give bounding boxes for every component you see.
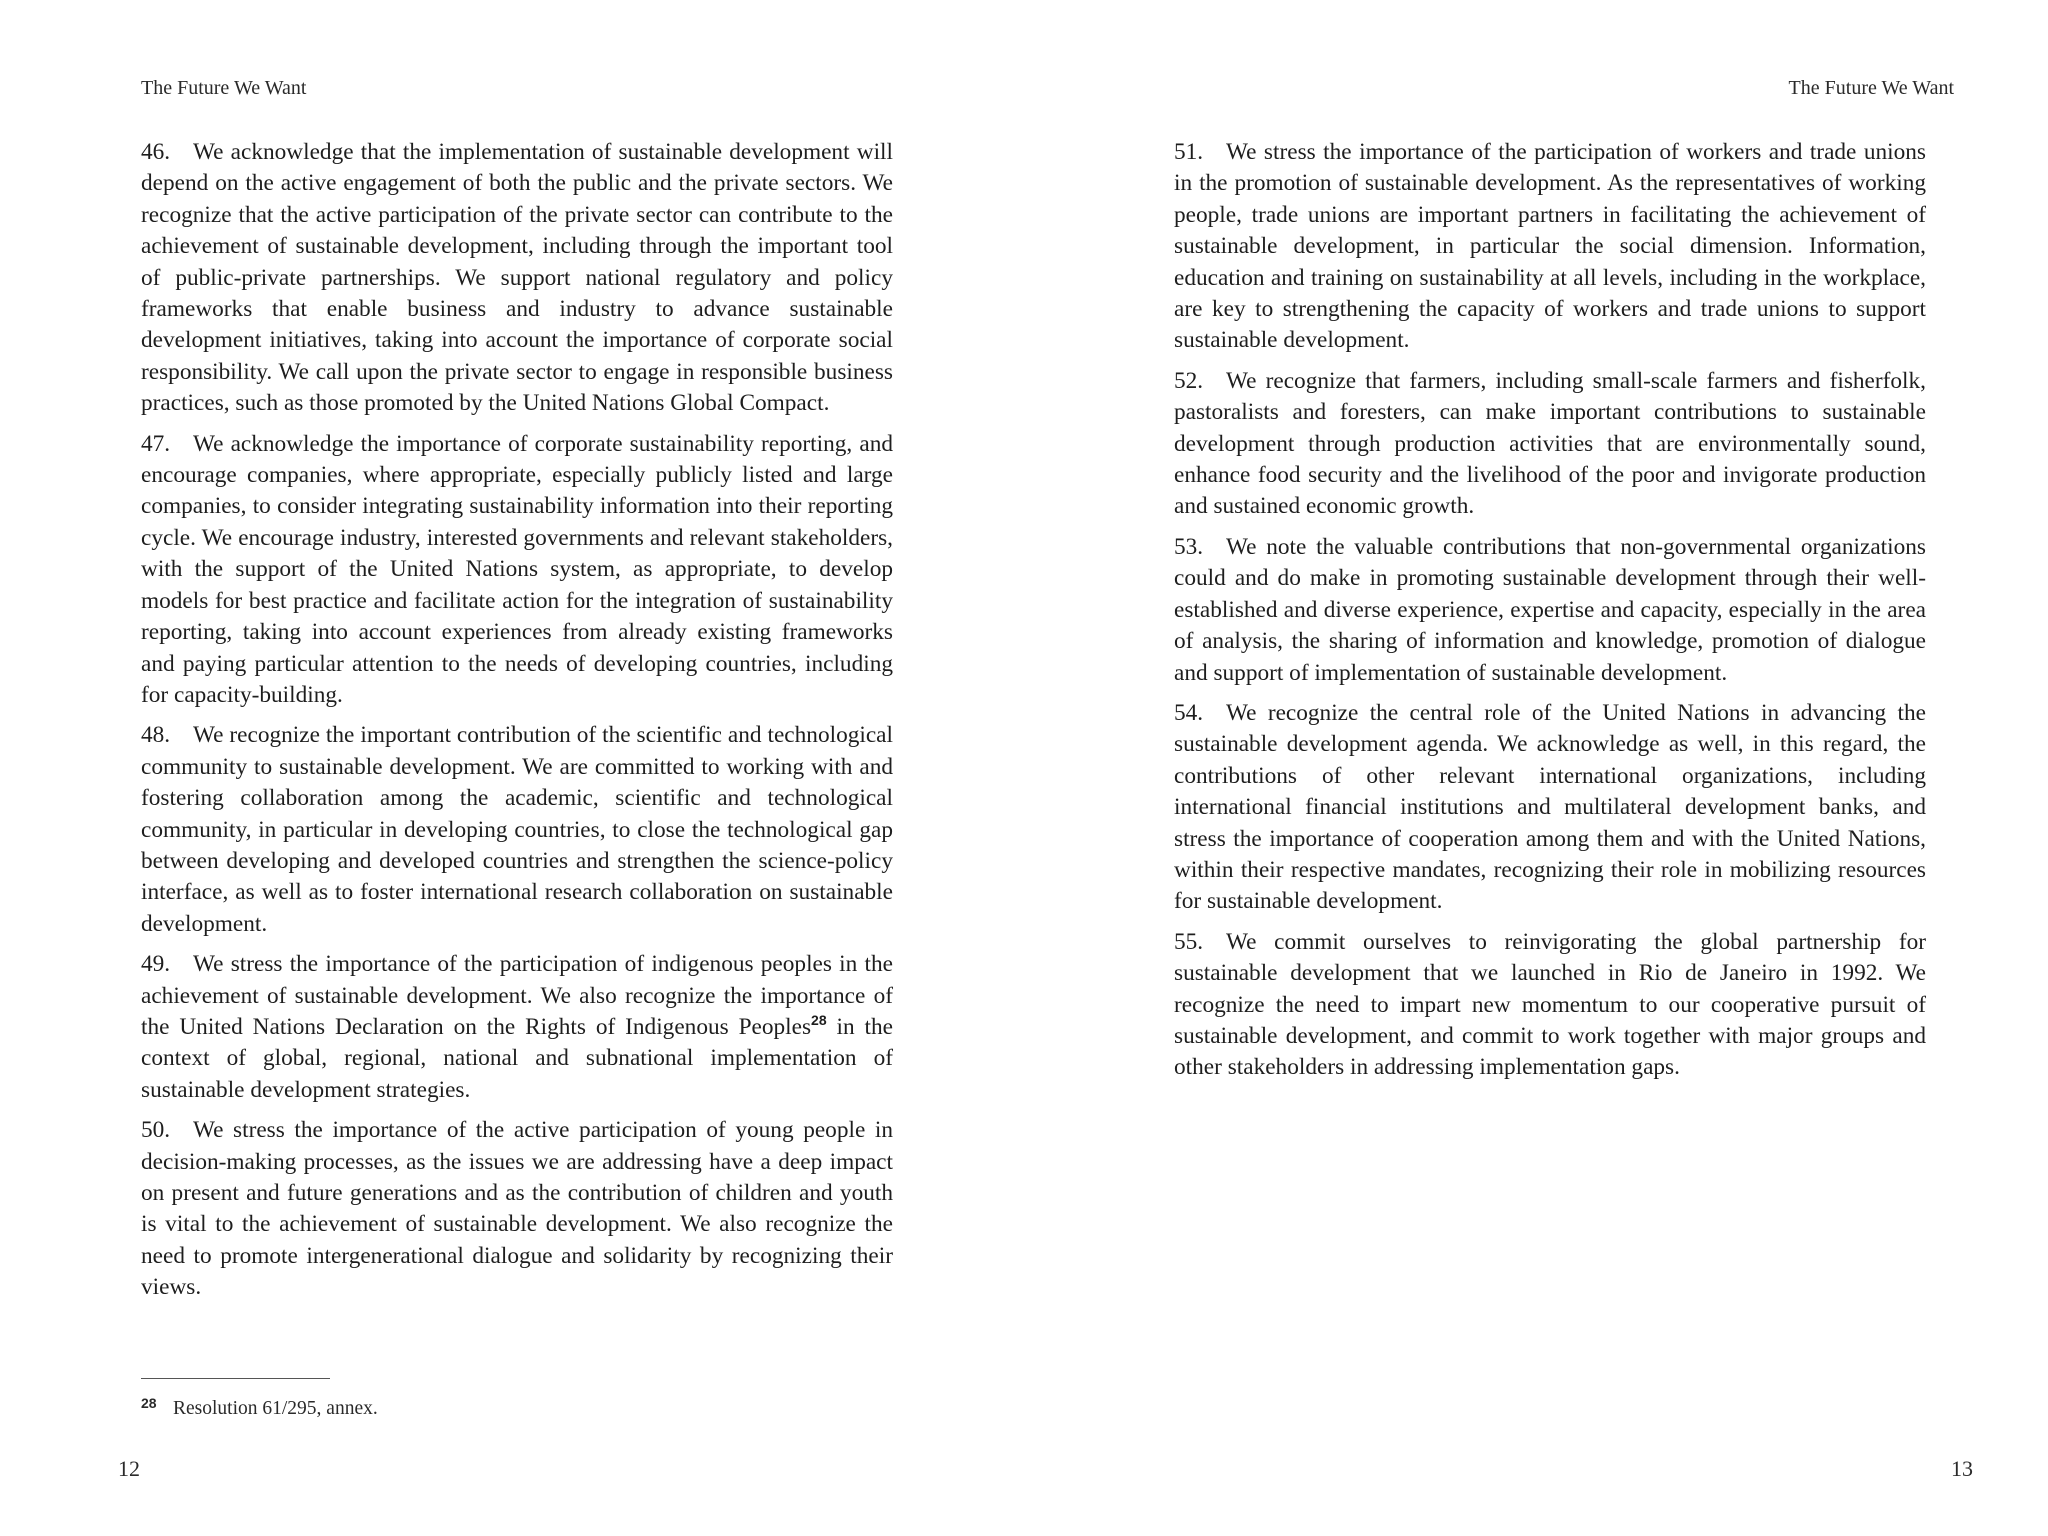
paragraph-text: We acknowledge that the implementation of sustainable development will depend on the active engagement of both the public and the private sectors. We recognize that the active participation of the private sector can contribute to the achievement of sustainable development, including through the important tool of public-private partnerships. We support national regulatory and policy frameworks that enable business and industry to advance sustainable development initiatives, taking into account the importance of corporate social responsibility. We call upon the private sector to engage in responsible business practices, such as those promoted by the United Nations Global Compact. [141, 139, 893, 417]
paragraph-54 [1174, 698, 1926, 918]
paragraph-50 [141, 1115, 893, 1303]
paragraph-text: We recognize the important contribution of the scientific and technological community to sustainable development. We are committed to working with and fostering collaboration among the academic, scientific and technological community, in particular in developing countries, to close the technological gap between developing and developed countries and strengthen the science-policy interface, as well as to foster international research collaboration on sustainable development. [141, 722, 893, 937]
footnote-reference[interactable]: 28 [811, 1012, 827, 1029]
paragraph-46 [141, 137, 893, 420]
paragraph-47 [141, 429, 893, 712]
paragraph-text: We commit ourselves to reinvigorating the global partnership for sustainable development that we launched in Rio de Janeiro in 1992. We recognize the need to impart new momentum to our cooperative pursuit of sustainable development, and commit to work together with major groups and other stakeholders in addressing implementation gaps. [1174, 928, 1926, 1081]
paragraph-51 [1174, 137, 1926, 357]
paragraph-55 [1174, 927, 1926, 1084]
paragraph-number: 46. [141, 139, 171, 165]
paragraph-number: 50. [141, 1117, 171, 1144]
paragraph-number: 52. [1174, 367, 1204, 394]
text-column [1174, 137, 1926, 1093]
paragraph-text: We stress the importance of the participation of indigenous peoples in the achievement of sustainable development. We also recognize the importance of the United Nations Declaration on the Rights of Indigenous Peoples [141, 951, 893, 1040]
paragraph-53 [1174, 532, 1926, 689]
paragraph-48 [141, 720, 893, 940]
paragraph-number: 49. [141, 951, 171, 978]
footnote-mark: 28 [141, 1395, 157, 1411]
text-column [141, 137, 893, 1313]
right-page [1024, 0, 2048, 1536]
paragraph-text: We stress the importance of the active participation of young people in decision-making processes, as the issues we are addressing have a deep impact on present and future generations and as the contribution of children and youth is vital to the achievement of sustainable development. We also recognize the need to promote intergenerational dialogue and solidarity by recognizing their views. [141, 1117, 893, 1301]
paragraph-number: 48. [141, 722, 171, 749]
paragraph-number: 47. [141, 430, 171, 457]
paragraph-number: 51. [1174, 139, 1204, 165]
paragraph-49 [141, 949, 893, 1106]
paragraph-number: 53. [1174, 533, 1204, 560]
paragraph-text: We recognize that farmers, including small-scale farmers and fisherfolk, pastoralists and foresters, can make important contributions to sustainable development through production activities that are environmentally sound, enhance food security and the livelihood of the poor and invigorate production and sustained economic growth. [1174, 367, 1926, 520]
footnote-text: Resolution 61/295, annex. [173, 1398, 378, 1419]
paragraph-text: We acknowledge the importance of corporate sustainability reporting, and encourage companies, where appropriate, especially publicly listed and large companies, to consider integrating sustainability information into their reporting cycle. We encourage industry, interested governments and relevant stakeholders, with the support of the United Nations system, as appropriate, to develop models for best practice and facilitate action for the integration of sustainability reporting, taking into account experiences from already existing frameworks and paying particular attention to the needs of developing countries, including for capacity-building. [141, 430, 893, 708]
footnote [141, 1391, 378, 1421]
running-head: The Future We Want [1788, 77, 1954, 99]
paragraph-52 [1174, 366, 1926, 523]
paragraph-text: We note the valuable contributions that non-governmental organizations could and do make in promoting sustainable development through their well-established and diverse experience, expertise and capacity, especially in the area of analysis, the sharing of information and knowledge, promotion of dialogue and support of implementation of sustainable development. [1174, 533, 1926, 686]
paragraph-number: 55. [1174, 928, 1204, 955]
paragraph-number: 54. [1174, 699, 1204, 726]
footnote-divider [141, 1378, 330, 1379]
paragraph-text-continued: in the context of global, regional, national and subnational implementation of sustainable development strategies. [141, 1013, 893, 1103]
page-number: 13 [1951, 1456, 1973, 1481]
paragraph-text: We stress the importance of the participation of workers and trade unions in the promotion of sustainable development. As the representatives of working people, trade unions are important partners in facilitating the achievement of sustainable development, in particular the social dimension. Information, education and training on sustainability at all levels, including in the workplace, are key to strengthening the capacity of workers and trade unions to support sustainable development. [1174, 139, 1926, 354]
page-number: 12 [118, 1456, 140, 1481]
paragraph-text: We recognize the central role of the United Nations in advancing the sustainable development agenda. We acknowledge as well, in this regard, the contributions of other relevant international organizations, including international financial institutions and multilateral development banks, and stress the importance of cooperation among them and with the United Nations, within their respective mandates, recognizing their role in mobilizing resources for sustainable development. [1174, 699, 1926, 915]
running-head: The Future We Want [141, 77, 307, 99]
